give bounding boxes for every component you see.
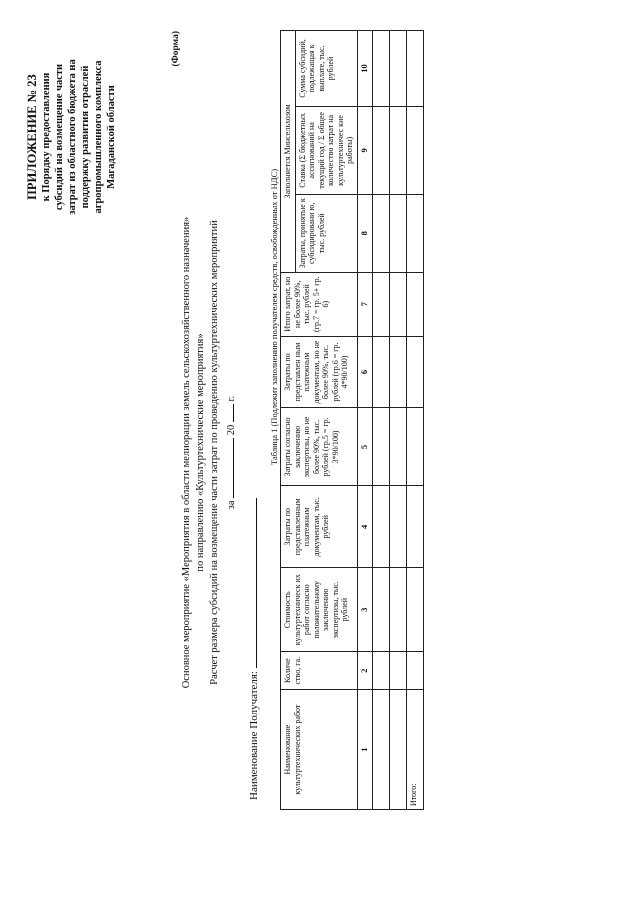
table-cell [372,486,389,568]
recipient-line [246,498,260,800]
table-cell [406,272,423,336]
column-header: Затраты, принятые к субсидировани ю, тыс. рублей [295,194,357,272]
period-blank [223,438,234,498]
column-header: Затраты по представленным платежным документам, тыс. рублей [281,486,358,568]
table-cell [406,652,423,690]
table-cell [406,31,423,107]
appendix-header [24,31,181,237]
appendix-line: затрат из областного бюджета на [67,59,78,215]
heading-line-1: Основное мероприятие «Мероприятия в области мелиорации земель сельскохозяйственного назначения» [181,216,192,689]
document-heading [180,0,239,905]
column-number: 9 [357,106,372,194]
column-number: 7 [357,272,372,336]
appendix-line: Магаданской области [106,85,117,189]
appendix-line: субсидий на возмещение части [54,63,65,211]
column-header: Итого затрат, но не более 90%, тыс. рублей (гр.7 = гр. 5+ гр. 6) [281,272,358,336]
table-cell [406,106,423,194]
total-label: Итого: [406,690,423,810]
table-cell [406,336,423,408]
column-number: 2 [357,652,372,690]
subsidy-table [280,30,424,810]
appendix-title: ПРИЛОЖЕНИЕ № 23 [25,74,39,200]
table-cell [406,194,423,272]
table-cell [372,408,389,486]
table-cell [372,106,389,194]
column-header: Наименование культуртехнических работ [281,690,358,810]
column-number: 1 [357,690,372,810]
table-cell [389,194,406,272]
column-header: Затраты по представлен ным платежным документам, но не более 90%, тыс. рублей (гр.6 = гр. 4*90/100) [281,336,358,408]
column-number: 6 [357,336,372,408]
table-cell [389,106,406,194]
column-number: 3 [357,568,372,652]
table-cell [389,652,406,690]
table-cell [389,336,406,408]
column-number-row [357,31,372,810]
year-blank [223,404,234,422]
table-cell [372,652,389,690]
table-cell [372,568,389,652]
table-cell [389,408,406,486]
table-row [389,31,406,810]
group-header: Заполняется Минсельхозом [281,31,296,273]
total-row [406,31,423,810]
column-header: Ставка (Σ бюджетных ассигнований на текущий год / Σ общее количество затрат на культуртехничес кие работы) [295,106,357,194]
table-cell [389,690,406,810]
appendix-line: агропромышленного комплекса [93,60,104,214]
period-prefix: за [226,500,237,510]
appendix-line: поддержку развития отраслей [80,65,91,209]
table-cell [372,272,389,336]
period-line [223,0,239,905]
period-year: 20 [226,424,237,436]
period-suffix: г. [226,395,237,402]
heading-line-3: Расчет размера субсидий на возмещение части затрат по проведению культуртехнических мероприятий [209,220,220,685]
table-cell [406,486,423,568]
heading-line-2: по направлению «Культуртехнические мероприятия» [195,333,206,572]
column-number: 8 [357,194,372,272]
column-number: 10 [357,31,372,107]
table-cell [389,568,406,652]
column-header: Стоимость культуртехническ их работ согласно положительному заключению экспертизы, тыс. рублей [281,568,358,652]
column-header: Количе ство, га. [281,652,358,690]
column-number: 4 [357,486,372,568]
recipient-label: Наименование Получателя: [248,671,260,800]
recipient-blank [246,498,257,668]
header-row [281,31,296,810]
column-number: 5 [357,408,372,486]
table-cell [406,408,423,486]
appendix-line: к Порядку предоставления [41,72,52,202]
table-cell [389,272,406,336]
table-cell [372,336,389,408]
table-cell [406,568,423,652]
table-row [372,31,389,810]
table-cell [389,31,406,107]
column-header: Сумма субсидий, подлежащая к выплате, тыс. рублей [295,31,357,107]
table-cell [389,486,406,568]
form-label: (Форма) [171,31,181,67]
table-cell [372,31,389,107]
column-header: Затраты согласно заключению экспертизы, но не более 90%, тыс. рублей (гр.5 = гр. 3*90/100) [281,408,358,486]
table-cell [372,194,389,272]
table-caption: Таблица 1 (Подлежит заполнению получателем средств, освобожденных от НДС) [269,168,279,465]
table-cell [372,690,389,810]
